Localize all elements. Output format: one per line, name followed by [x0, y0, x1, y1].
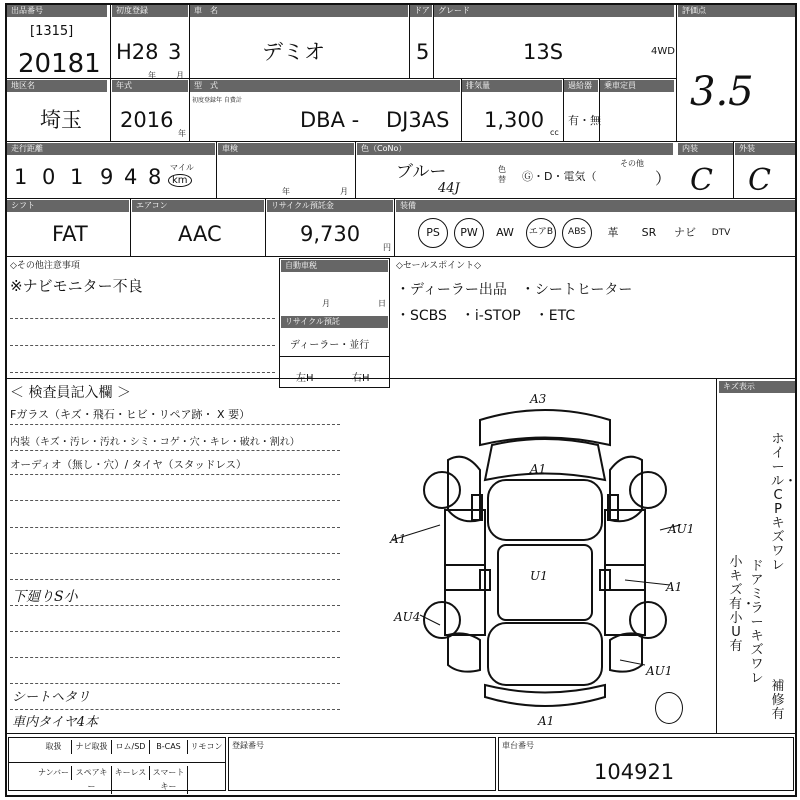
diagram-mark-a3: A3	[530, 392, 547, 406]
equipment-3: エアB	[526, 218, 556, 248]
divider	[110, 3, 111, 141]
divider	[733, 141, 734, 198]
reg-era-year: H28	[116, 40, 159, 64]
header-region: 地区名	[7, 80, 107, 92]
color-name: ブルー	[396, 162, 447, 182]
bottom-cell-3: ロム/SD	[112, 740, 150, 754]
notes-label: ◇その他注意事項	[10, 261, 80, 271]
reg-month-kanji: 月	[176, 71, 184, 80]
sales-line-1: ・ディーラー出品 ・シートヒーター	[396, 282, 633, 298]
ruled-line	[10, 579, 340, 580]
km-unit: km	[168, 174, 192, 187]
inspection-month: 月	[340, 187, 348, 196]
equipment-1: PW	[454, 218, 484, 248]
dealer-label: ディーラー・並行	[290, 340, 370, 351]
header-year: 初度登録	[112, 5, 188, 17]
mileage-digit-6: 8	[148, 165, 162, 189]
row-line	[5, 733, 797, 734]
diagram-mark-a1-rdoor: A1	[666, 580, 683, 594]
inspector-label: ＜ 検査員記入欄 ＞	[10, 385, 131, 401]
hand-note-3: 車内タイヤ4本	[12, 715, 99, 730]
header-turbo: 過給器	[564, 80, 598, 92]
ac: AAC	[178, 222, 222, 246]
header-inspection: 車検	[218, 143, 354, 155]
header-equipment: 装備	[396, 200, 795, 212]
inspection-year: 年	[282, 187, 290, 196]
bottom-cell-6: ナンバー	[36, 766, 72, 780]
color-close: ）	[655, 169, 672, 188]
ruled-line	[10, 683, 340, 684]
first-reg-year-kanji: 年	[178, 129, 186, 138]
hand-note-1: 下廻りS小	[12, 589, 78, 605]
drive: 4WD	[651, 46, 675, 57]
equipment-6: SR	[641, 226, 657, 239]
hand-note-2: シートヘタリ	[12, 690, 91, 705]
side-note-4: 補修有	[771, 679, 785, 722]
header-interior: 内装	[678, 143, 733, 155]
divider	[433, 3, 434, 78]
divider	[461, 78, 462, 141]
first-reg-note: 初度登録年 自費計	[192, 97, 242, 104]
diagram-mark-a1-left: A1	[390, 532, 407, 546]
sales-label: ◇セールスポイント◇	[396, 261, 482, 271]
bottom-cell-1: 取扱	[36, 740, 72, 754]
equipment-0: PS	[418, 218, 448, 248]
mileage-digit-2: 0	[42, 165, 56, 189]
mileage-digit-5: 4	[124, 165, 138, 189]
divider	[265, 198, 266, 256]
color-other: その他	[620, 159, 644, 168]
row-line	[5, 256, 797, 257]
reg-month: 3	[168, 40, 182, 64]
header-model: 型 式	[190, 80, 460, 92]
period-month: 月	[322, 299, 330, 308]
side-note-1: ホイール・CPキズワレ	[771, 432, 798, 573]
handle-left: 左H	[296, 373, 314, 384]
doors: 5	[416, 40, 430, 64]
recycle-label: リサイクル預託	[281, 316, 388, 328]
sales-line-2: ・SCBS ・i-STOP ・ETC	[396, 308, 576, 324]
ruled-line	[10, 424, 340, 425]
car-name: デミオ	[262, 40, 325, 64]
ruled-line	[10, 474, 340, 475]
divider	[676, 3, 677, 141]
chassis-number: 104921	[594, 760, 675, 784]
divider	[563, 78, 564, 141]
reg-year-kanji: 年	[148, 71, 156, 80]
header-seats: 乗車定員	[600, 80, 674, 92]
header-door: ドア	[410, 5, 432, 17]
divider	[599, 78, 600, 141]
header-mileage: 走行距離	[7, 143, 215, 155]
chassis-label: 車台番号	[502, 741, 534, 750]
lot-label: [1315]	[30, 24, 74, 39]
divider	[189, 3, 190, 141]
color-change-label: 色替	[498, 165, 506, 184]
mileage-unit-top: マイル	[170, 163, 194, 172]
diagram-mark-a1-bumper: A1	[538, 714, 555, 728]
interior-score: C	[690, 163, 713, 198]
ruled-line	[10, 318, 275, 319]
divider	[355, 141, 356, 198]
color-g-option: Ⓖ・D・電気（	[522, 170, 597, 183]
row-line	[5, 378, 797, 379]
ruled-line	[10, 631, 340, 632]
ruled-line	[10, 450, 340, 451]
header-name: 車 名	[190, 5, 408, 17]
ruled-line	[10, 553, 340, 554]
displacement: 1,300	[484, 108, 545, 132]
equipment-8: DTV	[711, 228, 731, 238]
divider	[409, 3, 410, 78]
mileage-digit-4: 9	[100, 165, 114, 189]
inspector-line-3: オーディオ（無し・穴）/ タイヤ（スタッドレス）	[10, 459, 247, 471]
ruled-line	[10, 657, 340, 658]
equipment-2: AW	[496, 226, 514, 239]
row-line	[8, 762, 226, 763]
reg-number-label: 登録番号	[232, 741, 264, 750]
ruled-line	[10, 500, 340, 501]
region: 埼玉	[40, 108, 82, 132]
model-prefix: DBA -	[300, 108, 360, 132]
cc-unit: cc	[550, 128, 559, 137]
grade: 13S	[523, 40, 564, 64]
bottom-cell-9: スマートキー	[150, 766, 188, 794]
header-price: リサイクル預託金	[267, 200, 393, 212]
ruled-line	[10, 372, 275, 373]
period-label: 自動車税	[281, 260, 388, 272]
side-circle-mark	[655, 692, 683, 724]
divider	[394, 198, 395, 256]
equipment-7: ナビ	[674, 226, 696, 239]
bottom-cell-5: リモコン	[188, 740, 226, 754]
price: 9,730	[300, 222, 361, 246]
reg-number-box	[228, 737, 496, 791]
handle-right: 右H	[352, 373, 370, 384]
shift: FAT	[52, 222, 88, 246]
first-reg-year: 2016	[120, 108, 174, 132]
divider	[130, 198, 131, 256]
diagram-mark-a1-hood: A1	[530, 462, 547, 476]
diagram-mark-u1-roof: U1	[530, 569, 548, 583]
diagram-mark-au1-right: AU1	[668, 522, 695, 536]
bottom-cell-8: キーレス	[112, 766, 150, 780]
notes-text: ※ナビモニター不良	[10, 277, 143, 295]
ruled-line	[10, 345, 275, 346]
side-note-3: ドアミラー キズワレ	[750, 559, 764, 686]
header-ac: エアコン	[132, 200, 264, 212]
diagram-mark-au1-rear: AU1	[646, 664, 673, 678]
ruled-line	[10, 709, 340, 710]
row-line	[5, 198, 797, 199]
equipment-row	[418, 218, 798, 252]
header-lot: 出品番号	[7, 5, 107, 17]
row-line	[5, 141, 797, 142]
price-yen: 円	[383, 243, 391, 252]
turbo: 有・無	[568, 114, 601, 127]
bottom-cell-2: ナビ取扱	[72, 740, 112, 754]
model-code: DJ3AS	[386, 108, 450, 132]
ruled-line	[10, 527, 340, 528]
exterior-score: C	[748, 163, 771, 198]
mileage-digit-3: 1	[70, 165, 84, 189]
side-label: キズ表示	[719, 381, 795, 393]
equipment-4: ABS	[562, 218, 592, 248]
lot-number: 20181	[18, 49, 101, 79]
color-code: 44J	[438, 181, 460, 196]
bottom-cell-4: B-CAS	[150, 740, 188, 754]
header-color: 色（CoNo）	[357, 143, 673, 155]
period-day: 日	[378, 299, 386, 308]
equipment-5: 革	[607, 226, 619, 239]
header-score: 評価点	[678, 5, 795, 17]
mileage-digit-1: 1	[14, 165, 28, 189]
header-exterior: 外装	[735, 143, 795, 155]
inspector-line-2: 内装（キズ・汚レ・汚れ・シミ・コゲ・穴・キレ・破れ・割れ）	[10, 437, 300, 448]
header-cc: 排気量	[462, 80, 562, 92]
inspector-line-1: Fガラス（キズ・飛石・ヒビ・リペア跡・ X 要）	[10, 408, 251, 421]
side-note-2: 小キズ有・小U有	[729, 555, 756, 654]
diagram-mark-au4: AU4	[394, 610, 421, 624]
car-damage-diagram	[380, 385, 710, 730]
score: 3.5	[690, 69, 754, 115]
header-shift: シフト	[7, 200, 129, 212]
header-first-reg: 年式	[112, 80, 188, 92]
row-line	[5, 78, 677, 79]
bottom-cell-7: スペアキー	[72, 766, 112, 794]
row-line	[279, 356, 390, 357]
header-grade: グレード	[434, 5, 674, 17]
divider	[216, 141, 217, 198]
